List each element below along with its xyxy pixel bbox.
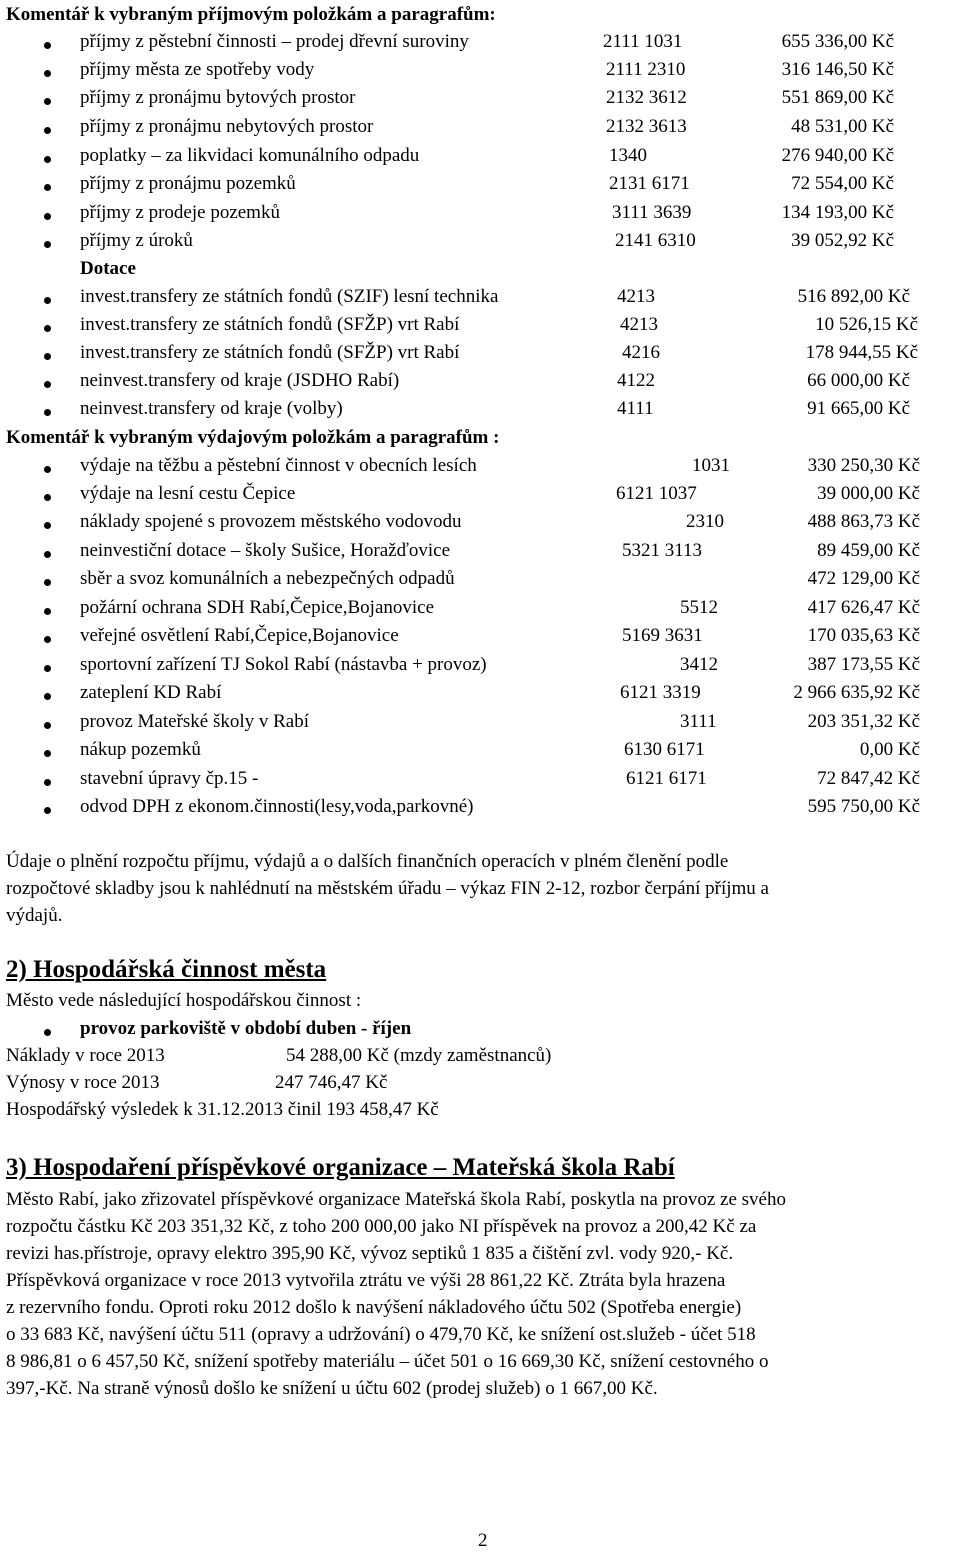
item-text: zateplení KD Rabí <box>80 682 222 703</box>
list-item <box>0 625 960 653</box>
list-item <box>0 511 960 539</box>
list-item <box>0 540 960 568</box>
list-item <box>0 286 960 314</box>
item-text: invest.transfery ze státních fondů (SFŽP) vrt Rabí <box>80 314 460 335</box>
item-text: sběr a svoz komunálních a nebezpečných odpadů <box>80 568 455 589</box>
item-text: invest.transfery ze státních fondů (SFŽP) vrt Rabí <box>80 342 460 363</box>
item-code: 4213 <box>617 286 655 307</box>
section2-intro: Město vede následující hospodářskou činnost : <box>6 990 362 1011</box>
bullet-icon <box>44 579 51 586</box>
list-item <box>0 483 960 511</box>
item-text: příjmy z pronájmu nebytových prostor <box>80 116 374 137</box>
item-code: 5512 <box>680 597 718 618</box>
bullet-icon <box>44 156 51 163</box>
item-code: 5321 3113 <box>622 540 703 561</box>
item-code: 6121 1037 <box>616 483 697 504</box>
item-text: stavební úpravy čp.15 - <box>80 768 259 789</box>
item-amount: 595 750,00 Kč <box>807 796 920 817</box>
body-line: Příspěvková organizace v roce 2013 vytvořila ztrátu ve výši 28 861,22 Kč. Ztráta byla hrazena <box>6 1270 726 1291</box>
item-text: veřejné osvětlení Rabí,Čepice,Bojanovice <box>80 625 399 646</box>
list-item <box>0 597 960 625</box>
item-text: sportovní zařízení TJ Sokol Rabí (nástavba + provoz) <box>80 654 487 675</box>
item-text: neinvest.transfery od kraje (JSDHO Rabí) <box>80 370 400 391</box>
list-item <box>0 455 960 483</box>
list-item <box>0 739 960 767</box>
item-amount: 516 892,00 Kč <box>797 286 910 307</box>
bullet-icon <box>44 807 51 814</box>
cost-row <box>0 1045 960 1073</box>
list-item <box>0 370 960 398</box>
list-item <box>0 568 960 596</box>
revenue-label: Výnosy v roce 2013 <box>6 1072 160 1093</box>
body-line: o 33 683 Kč, navýšení účtu 511 (opravy a udržování) o 479,70 Kč, ke snížení ost.služeb - účet 518 <box>6 1324 756 1345</box>
bullet-icon <box>44 70 51 77</box>
bullet-icon <box>44 325 51 332</box>
item-text: nákup pozemků <box>80 739 201 760</box>
item-code: 6121 6171 <box>626 768 707 789</box>
section2-result: Hospodářský výsledek k 31.12.2013 činil 193 458,47 Kč <box>6 1099 439 1120</box>
item-amount: 276 940,00 Kč <box>781 145 894 166</box>
item-amount: 0,00 Kč <box>859 739 920 760</box>
item-text: provoz Mateřské školy v Rabí <box>80 711 310 732</box>
list-item <box>0 59 960 87</box>
bullet-icon <box>44 750 51 757</box>
item-code: 4122 <box>617 370 655 391</box>
cost-label: Náklady v roce 2013 <box>6 1045 165 1066</box>
item-code: 2132 3613 <box>606 116 687 137</box>
item-code: 1340 <box>609 145 647 166</box>
item-code: 6130 6171 <box>624 739 705 760</box>
note-line: výdajů. <box>6 905 63 926</box>
list-item <box>0 202 960 230</box>
bullet-icon <box>44 522 51 529</box>
expense-heading: Komentář k vybraným výdajovým položkám a paragrafům : <box>6 427 500 448</box>
item-code: 2111 2310 <box>606 59 686 80</box>
item-amount: 330 250,30 Kč <box>807 455 920 476</box>
item-amount: 39 052,92 Kč <box>791 230 894 251</box>
item-amount: 551 869,00 Kč <box>781 87 894 108</box>
bullet-icon <box>44 241 51 248</box>
cost-value: 54 288,00 Kč (mzdy zaměstnanců) <box>286 1045 552 1066</box>
item-text: neinvestiční dotace – školy Sušice, Horažďovice <box>80 540 451 561</box>
body-line: z rezervního fondu. Oproti roku 2012 došlo k navýšení nákladového účtu 502 (Spotřeba energie) <box>6 1297 742 1318</box>
bullet-icon <box>44 693 51 700</box>
item-code: 3111 3639 <box>612 202 692 223</box>
bullet-icon <box>44 381 51 388</box>
page-number: 2 <box>478 1530 488 1551</box>
item-code: 2131 6171 <box>609 173 690 194</box>
revenue-value: 247 746,47 Kč <box>275 1072 388 1093</box>
item-code: 4216 <box>622 342 660 363</box>
item-amount: 2 966 635,92 Kč <box>793 682 920 703</box>
bullet-icon <box>44 184 51 191</box>
bullet-icon <box>44 608 51 615</box>
item-amount: 72 554,00 Kč <box>791 173 894 194</box>
item-text: neinvest.transfery od kraje (volby) <box>80 398 343 419</box>
item-code: 2141 6310 <box>615 230 696 251</box>
item-amount: 472 129,00 Kč <box>807 568 920 589</box>
body-line: 8 986,81 o 6 457,50 Kč, snížení spotřeby materiálu – účet 501 o 16 669,30 Kč, snížení cestovného o <box>6 1351 769 1372</box>
item-amount: 203 351,32 Kč <box>807 711 920 732</box>
section2-bullet: provoz parkoviště v období duben - říjen <box>80 1018 412 1039</box>
bullet-icon <box>44 665 51 672</box>
item-code: 2310 <box>686 511 724 532</box>
item-text: výdaje na lesní cestu Čepice <box>80 483 296 504</box>
note-line: Údaje o plnění rozpočtu příjmu, výdajů a o dalších finančních operacích v plném členění podle <box>6 851 729 872</box>
bullet-icon <box>44 466 51 473</box>
list-item <box>0 173 960 201</box>
item-amount: 91 665,00 Kč <box>807 398 910 419</box>
list-item <box>0 87 960 115</box>
body-line: 397,-Kč. Na straně výnosů došlo ke snížení u účtu 602 (prodej služeb) o 1 667,00 Kč. <box>6 1378 658 1399</box>
item-text: příjmy z prodeje pozemků <box>80 202 280 223</box>
list-item <box>0 230 960 258</box>
item-amount: 72 847,42 Kč <box>817 768 920 789</box>
item-code: 1031 <box>692 455 730 476</box>
bullet-icon <box>44 494 51 501</box>
list-item <box>0 768 960 796</box>
item-amount: 134 193,00 Kč <box>781 202 894 223</box>
item-amount: 39 000,00 Kč <box>817 483 920 504</box>
item-text: odvod DPH z ekonom.činnosti(lesy,voda,parkovné) <box>80 796 474 817</box>
bullet-icon <box>44 42 51 49</box>
list-item <box>0 398 960 426</box>
item-text: náklady spojené s provozem městského vodovodu <box>80 511 462 532</box>
item-code: 4111 <box>617 398 654 419</box>
bullet-icon <box>44 98 51 105</box>
list-item <box>0 1018 960 1046</box>
list-item <box>0 116 960 144</box>
bullet-icon <box>44 353 51 360</box>
section3-body <box>6 1186 960 1402</box>
item-amount: 655 336,00 Kč <box>781 31 894 52</box>
item-code: 5169 3631 <box>622 625 703 646</box>
list-item <box>0 145 960 173</box>
item-text: požární ochrana SDH Rabí,Čepice,Bojanovice <box>80 597 435 618</box>
item-amount: 170 035,63 Kč <box>807 625 920 646</box>
item-text: příjmy z pronájmu bytových prostor <box>80 87 356 108</box>
item-text: příjmy z pronájmu pozemků <box>80 173 296 194</box>
item-code: 3111 <box>680 711 717 732</box>
item-amount: 387 173,55 Kč <box>807 654 920 675</box>
item-amount: 316 146,50 Kč <box>781 59 894 80</box>
body-line: revizi has.přístroje, opravy elektro 395,90 Kč, vývoz septiků 1 835 a čištění zvl. vody 920,- Kč. <box>6 1243 734 1264</box>
bullet-icon <box>44 127 51 134</box>
item-text: příjmy z úroků <box>80 230 193 251</box>
list-item <box>0 31 960 59</box>
item-amount: 89 459,00 Kč <box>817 540 920 561</box>
list-item <box>0 654 960 682</box>
item-code: 3412 <box>680 654 718 675</box>
bullet-icon <box>44 551 51 558</box>
item-code: 2132 3612 <box>606 87 687 108</box>
item-text: invest.transfery ze státních fondů (SZIF) lesní technika <box>80 286 499 307</box>
item-text: výdaje na těžbu a pěstební činnost v obecních lesích <box>80 455 477 476</box>
list-item <box>0 314 960 342</box>
bullet-icon <box>44 297 51 304</box>
list-item <box>0 711 960 739</box>
body-line: Město Rabí, jako zřizovatel příspěvkové organizace Mateřská škola Rabí, poskytla na provoz ze svého <box>6 1189 786 1210</box>
item-amount: 48 531,00 Kč <box>791 116 894 137</box>
item-text: poplatky – za likvidaci komunálního odpadu <box>80 145 420 166</box>
bullet-icon <box>44 779 51 786</box>
item-code: 6121 3319 <box>620 682 701 703</box>
list-item <box>0 342 960 370</box>
revenue-row <box>0 1072 960 1100</box>
bullet-icon <box>44 213 51 220</box>
list-item <box>0 682 960 710</box>
item-text: příjmy města ze spotřeby vody <box>80 59 315 80</box>
item-code: 2111 1031 <box>603 31 683 52</box>
budget-note <box>6 848 960 929</box>
section2-title: 2) Hospodářská činnost města <box>6 956 327 983</box>
item-code: 4213 <box>620 314 658 335</box>
bullet-icon <box>44 1029 51 1036</box>
section3-title: 3) Hospodaření příspěvkové organizace – Mateřská škola Rabí <box>6 1154 675 1181</box>
list-item <box>0 796 960 824</box>
body-line: rozpočtu částku Kč 203 351,32 Kč, z toho 200 000,00 jako NI příspěvek na provoz a 200,42 Kč za <box>6 1216 757 1237</box>
item-text: příjmy z pěstební činnosti – prodej dřevní suroviny <box>80 31 469 52</box>
bullet-icon <box>44 722 51 729</box>
item-amount: 488 863,73 Kč <box>807 511 920 532</box>
item-amount: 417 626,47 Kč <box>807 597 920 618</box>
dotace-label: Dotace <box>80 258 136 279</box>
note-line: rozpočtové skladby jsou k nahlédnutí na městském úřadu – výkaz FIN 2-12, rozbor čerpání příjmu a <box>6 878 769 899</box>
item-amount: 178 944,55 Kč <box>805 342 918 363</box>
item-amount: 10 526,15 Kč <box>815 314 918 335</box>
income-heading: Komentář k vybraným příjmovým položkám a paragrafům: <box>6 4 496 25</box>
bullet-icon <box>44 636 51 643</box>
item-amount: 66 000,00 Kč <box>807 370 910 391</box>
bullet-icon <box>44 409 51 416</box>
